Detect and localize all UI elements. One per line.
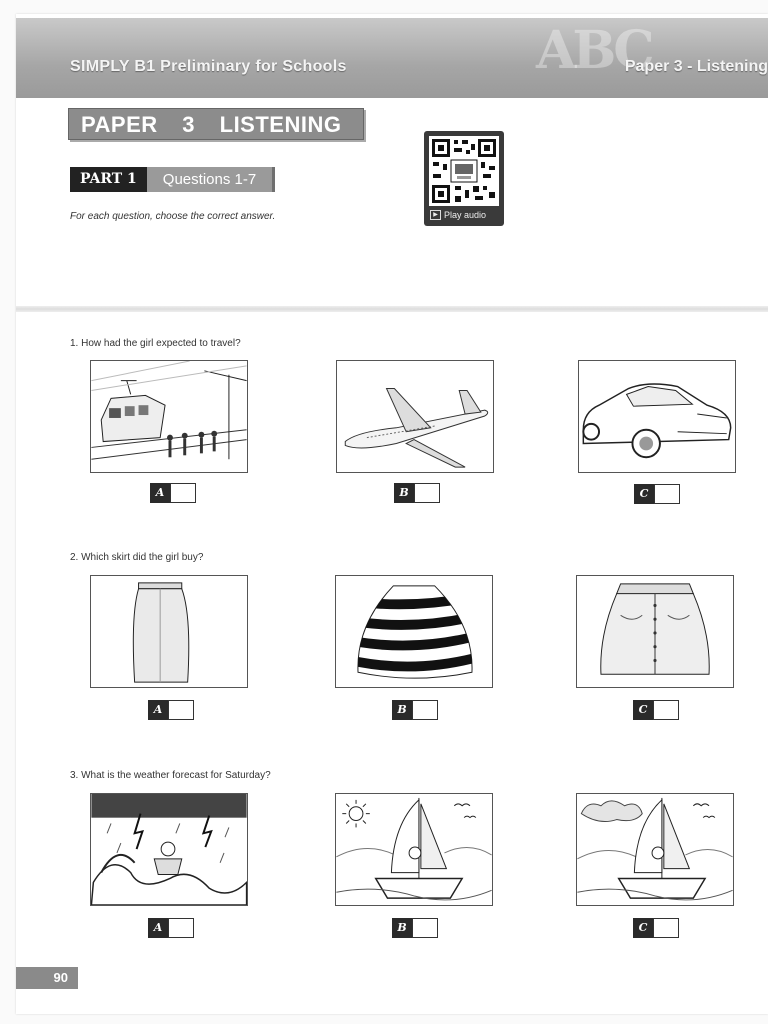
page-header (16, 18, 768, 98)
play-icon: ▶ (430, 210, 441, 220)
answer-2-a[interactable] (148, 700, 194, 720)
airplane-picture (336, 360, 494, 473)
answer-checkbox[interactable] (412, 918, 438, 938)
play-audio-label: Play audio (444, 210, 487, 220)
answer-3-c[interactable] (633, 918, 679, 938)
answer-1-c[interactable] (634, 484, 680, 504)
answer-3-a[interactable] (148, 918, 194, 938)
play-audio-button[interactable] (430, 210, 486, 220)
abc-decoration-icon: ABC (536, 20, 651, 81)
page (16, 14, 768, 1014)
paper-title: PAPER 3 LISTENING (68, 108, 364, 140)
qr-code-icon[interactable] (429, 136, 499, 206)
part-label: PART 1 (70, 167, 147, 192)
sunny-sailing-picture (335, 793, 493, 906)
button-skirt-picture (576, 575, 734, 688)
page-number: 90 (16, 967, 78, 989)
answer-2-b[interactable] (392, 700, 438, 720)
question-1-text: 1. How had the girl expected to travel? (70, 338, 241, 349)
answer-checkbox[interactable] (653, 918, 679, 938)
option-letter: A (148, 918, 168, 938)
option-letter: B (392, 918, 412, 938)
stormy-weather-picture (90, 793, 248, 906)
train-station-picture (90, 360, 248, 473)
answer-1-a[interactable] (150, 483, 196, 503)
audio-qr-widget[interactable] (424, 131, 504, 226)
question-3-text: 3. What is the weather forecast for Saturday? (70, 770, 271, 781)
striped-skirt-picture (335, 575, 493, 688)
book-title: SIMPLY B1 Preliminary for Schools (70, 58, 347, 75)
option-letter: C (634, 484, 654, 504)
question-2-text: 2. Which skirt did the girl buy? (70, 552, 204, 563)
answer-checkbox[interactable] (168, 918, 194, 938)
part-questions: Questions 1-7 (147, 167, 275, 192)
option-letter: A (150, 483, 170, 503)
cloudy-sailing-picture (576, 793, 734, 906)
instructions: For each question, choose the correct answer. (70, 211, 276, 222)
section-divider (16, 306, 768, 312)
option-letter: C (633, 700, 653, 720)
answer-2-c[interactable] (633, 700, 679, 720)
option-letter: B (394, 483, 414, 503)
answer-checkbox[interactable] (412, 700, 438, 720)
answer-checkbox[interactable] (654, 484, 680, 504)
answer-checkbox[interactable] (653, 700, 679, 720)
part-heading (70, 167, 275, 192)
answer-checkbox[interactable] (170, 483, 196, 503)
answer-checkbox[interactable] (414, 483, 440, 503)
answer-3-b[interactable] (392, 918, 438, 938)
section-title: Paper 3 - Listening (624, 58, 768, 75)
car-picture (578, 360, 736, 473)
pencil-skirt-picture (90, 575, 248, 688)
answer-1-b[interactable] (394, 483, 440, 503)
option-letter: B (392, 700, 412, 720)
option-letter: C (633, 918, 653, 938)
option-letter: A (148, 700, 168, 720)
answer-checkbox[interactable] (168, 700, 194, 720)
